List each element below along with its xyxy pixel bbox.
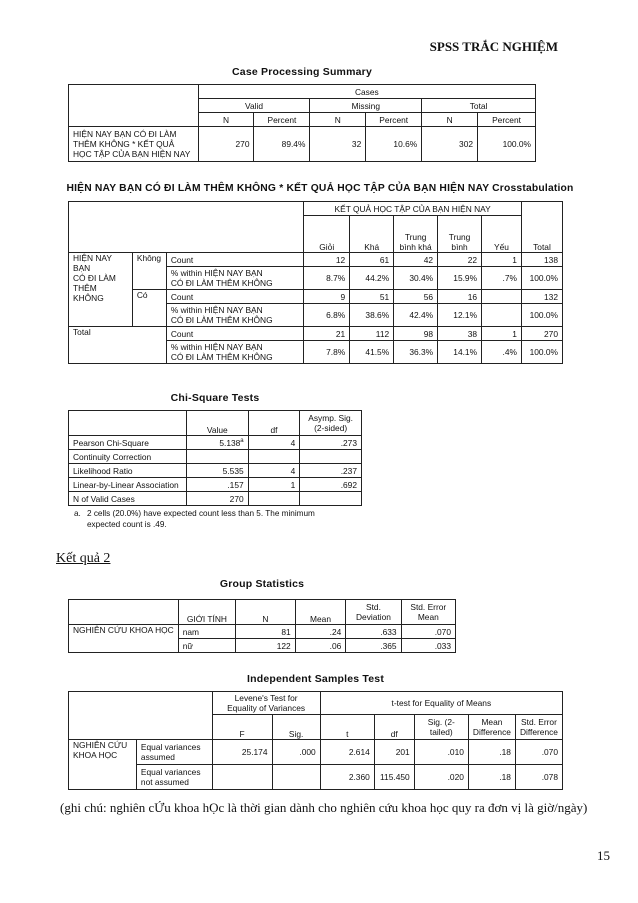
row-label: NGHIÊN CỨU KHOA HỌC — [69, 625, 179, 653]
stat-label — [166, 267, 303, 290]
footnote-sup: a — [240, 437, 244, 444]
cell — [272, 765, 320, 790]
levene-header-line: Equality of Variances — [227, 703, 306, 713]
group-stats-title: Group Statistics — [219, 578, 305, 590]
group-label: nam — [178, 625, 235, 639]
col-header: df — [248, 411, 300, 436]
col-header: N — [198, 113, 254, 127]
crosstab-title: HIỆN NAY BẠN CÓ ĐI LÀM THÊM KHÔNG * KẾT QUẢ HỌC TẬP CỦA BẠN HIỆN NAY Crosstabulation — [66, 183, 574, 194]
chi-square-table — [68, 410, 362, 506]
assumption-label — [136, 740, 212, 765]
cell — [300, 492, 362, 506]
col-header: Percent — [366, 113, 422, 127]
cell: 10.6% — [366, 127, 422, 162]
row-label-line: HIỆN NAY BẠN CÓ ĐI LÀM — [73, 129, 177, 139]
cell: 1 — [482, 253, 522, 267]
cell: 100.0% — [521, 267, 562, 290]
col-header-line: (2-sided) — [314, 423, 348, 433]
total-label: Total — [69, 327, 167, 364]
col-header: Percent — [478, 113, 536, 127]
col-header: t — [320, 715, 374, 740]
ttest-header: t-test for Equality of Means — [320, 692, 562, 715]
ind-test-table — [68, 691, 563, 790]
cell: .273 — [300, 436, 362, 450]
cell: 81 — [236, 625, 296, 639]
col-header: Sig. — [272, 715, 320, 740]
row-label: Likelihood Ratio — [69, 464, 187, 478]
stat-label: Count — [166, 290, 303, 304]
cell: 36.3% — [394, 341, 438, 364]
cell: 1 — [248, 478, 300, 492]
group-stats-table — [68, 599, 456, 653]
cell: .7% — [482, 267, 522, 290]
cell: 30.4% — [394, 267, 438, 290]
group-corner — [69, 600, 179, 625]
cell: 100.0% — [521, 304, 562, 327]
cell: 12 — [304, 253, 350, 267]
chi-square-title: Chi-Square Tests — [170, 392, 260, 404]
cell: 201 — [374, 740, 414, 765]
cell: 21 — [304, 327, 350, 341]
col-header: Mean — [295, 600, 346, 625]
total-header: Total — [422, 99, 536, 113]
col-header: Yếu — [482, 216, 522, 253]
cell: 16 — [438, 290, 482, 304]
col-group-header: KẾT QUẢ HỌC TẬP CỦA BẠN HIỆN NAY — [304, 202, 522, 216]
page-header: SPSS TRẮC NGHIỆM — [429, 39, 558, 54]
co-label: Có — [132, 290, 166, 327]
missing-header: Missing — [310, 99, 422, 113]
cell: .078 — [515, 765, 562, 790]
cell: 270 — [521, 327, 562, 341]
col-header: Mean Difference — [468, 715, 515, 740]
row-var-label — [69, 253, 133, 327]
footnote-line: expected count is .49. — [87, 520, 167, 529]
page-number: 15 — [597, 848, 610, 863]
case-summary-title: Case Processing Summary — [232, 66, 372, 78]
cell: .070 — [515, 740, 562, 765]
cell: 132 — [521, 290, 562, 304]
row-var-line: HIỆN NAY BẠN — [73, 253, 112, 273]
row-label: Pearson Chi-Square — [69, 436, 187, 450]
cell: 41.5% — [350, 341, 394, 364]
levene-header-line: Levene's Test for — [234, 693, 298, 703]
cell: 138 — [521, 253, 562, 267]
cell: .692 — [300, 478, 362, 492]
cell: 38 — [438, 327, 482, 341]
valid-header: Valid — [198, 99, 310, 113]
var-label-line: NGHIÊN CỨU — [73, 740, 128, 750]
cell: 302 — [422, 127, 478, 162]
cell: 5.535 — [186, 464, 248, 478]
cell: 25.174 — [212, 740, 272, 765]
cell: 98 — [394, 327, 438, 341]
cell: 122 — [236, 639, 296, 653]
ind-corner — [69, 692, 213, 740]
row-var-line: CÓ ĐI LÀM — [73, 273, 116, 283]
cell: 61 — [350, 253, 394, 267]
cell: 8.7% — [304, 267, 350, 290]
cell: .4% — [482, 341, 522, 364]
cell: 44.2% — [350, 267, 394, 290]
col-header: GIỚI TÍNH — [178, 600, 235, 625]
cell: .033 — [401, 639, 455, 653]
cell: 9 — [304, 290, 350, 304]
cell: 100.0% — [478, 127, 536, 162]
levene-header — [212, 692, 320, 715]
cell: .24 — [295, 625, 346, 639]
group-label: nữ — [178, 639, 235, 653]
cell — [248, 492, 300, 506]
cell — [212, 765, 272, 790]
col-header: F — [212, 715, 272, 740]
chi-square-footnote — [74, 508, 374, 530]
cell: 22 — [438, 253, 482, 267]
cell: 32 — [310, 127, 366, 162]
var-label — [69, 740, 137, 790]
stat-label-line: % within HIỆN NAY BẠN — [170, 305, 263, 315]
cell: .06 — [295, 639, 346, 653]
cell: 270 — [186, 492, 248, 506]
col-header: Total — [521, 202, 562, 253]
cell: .365 — [346, 639, 401, 653]
col-header: N — [310, 113, 366, 127]
col-header: Trung bình — [438, 216, 482, 253]
col-header: Percent — [254, 113, 310, 127]
khong-label: Không — [132, 253, 166, 290]
row-label — [69, 127, 199, 162]
stat-label-line: CÓ ĐI LÀM THÊM KHÔNG — [170, 278, 273, 288]
cell: 38.6% — [350, 304, 394, 327]
col-header: df — [374, 715, 414, 740]
cell: 56 — [394, 290, 438, 304]
assumption-line: Equal variances — [140, 767, 201, 777]
row-label: Linear-by-Linear Association — [69, 478, 187, 492]
cell: .000 — [272, 740, 320, 765]
cell: 115.450 — [374, 765, 414, 790]
stat-label-line: CÓ ĐI LÀM THÊM KHÔNG — [170, 315, 273, 325]
cell — [248, 450, 300, 464]
cell: 2.614 — [320, 740, 374, 765]
cell: .237 — [300, 464, 362, 478]
cell: .020 — [414, 765, 468, 790]
cell: .633 — [346, 625, 401, 639]
stat-label: Count — [166, 327, 303, 341]
cell: 112 — [350, 327, 394, 341]
var-label-line: KHOA HỌC — [73, 750, 118, 760]
cell: .157 — [186, 478, 248, 492]
row-label: N of Valid Cases — [69, 492, 187, 506]
stat-label-line: % within HIỆN NAY BẠN — [170, 268, 263, 278]
row-label-line: THÊM KHÔNG * KẾT QUẢ — [73, 139, 175, 149]
stat-label-line: CÓ ĐI LÀM THÊM KHÔNG — [170, 352, 273, 362]
cell: .18 — [468, 765, 515, 790]
ind-test-title: Independent Samples Test — [246, 673, 385, 685]
crosstab-table — [68, 201, 563, 364]
cell: 51 — [350, 290, 394, 304]
cell: 15.9% — [438, 267, 482, 290]
col-header: Std. Error Mean — [401, 600, 455, 625]
col-header — [300, 411, 362, 436]
cell: .18 — [468, 740, 515, 765]
cell: .070 — [401, 625, 455, 639]
assumption-label — [136, 765, 212, 790]
assumption-line: not assumed — [140, 777, 189, 787]
cell — [482, 304, 522, 327]
cell: 42 — [394, 253, 438, 267]
cases-header: Cases — [198, 85, 535, 99]
cell: 12.1% — [438, 304, 482, 327]
cell — [186, 450, 248, 464]
cell: 270 — [198, 127, 254, 162]
cell: 14.1% — [438, 341, 482, 364]
col-header: Std. Deviation — [346, 600, 401, 625]
cell: 4 — [248, 436, 300, 450]
assumption-line: Equal variances — [140, 742, 201, 752]
cell: 7.8% — [304, 341, 350, 364]
case-summary-table — [68, 84, 536, 162]
cell: 2.360 — [320, 765, 374, 790]
col-header: Sig. (2-tailed) — [414, 715, 468, 740]
assumption-line: assumed — [140, 752, 175, 762]
stat-label — [166, 304, 303, 327]
col-header: Giỏi — [304, 216, 350, 253]
col-header: N — [236, 600, 296, 625]
cell-value: 5.138 — [219, 437, 241, 448]
cell: 89.4% — [254, 127, 310, 162]
cell: 6.8% — [304, 304, 350, 327]
cell: 100.0% — [521, 341, 562, 364]
col-header: N — [422, 113, 478, 127]
col-header: Trung bình khá — [394, 216, 438, 253]
cell — [482, 290, 522, 304]
stat-label-line: % within HIỆN NAY BẠN — [170, 342, 263, 352]
row-label: Continuity Correction — [69, 450, 187, 464]
cell: 1 — [482, 327, 522, 341]
cell: 4 — [248, 464, 300, 478]
col-header: Khá — [350, 216, 394, 253]
cell — [300, 450, 362, 464]
section-heading: Kết quả 2 — [56, 551, 111, 566]
footnote-line: 2 cells (20.0%) have expected count less than 5. The minimum — [87, 509, 315, 518]
cell: 42.4% — [394, 304, 438, 327]
row-label-line: HỌC TẬP CỦA BẠN HIỆN NAY — [73, 149, 191, 159]
case-summary-corner — [69, 85, 199, 127]
col-header: Value — [186, 411, 248, 436]
col-header: Std. Error Difference — [515, 715, 562, 740]
cell — [186, 436, 248, 450]
footnote-text: (ghi chú: nghiên cỨu khoa hỌc là thời gian dành cho nghiên cứu khoa học quy ra đơn vị là giờ/ngày) — [60, 800, 588, 815]
cell: .010 — [414, 740, 468, 765]
col-header-line: Asymp. Sig. — [308, 413, 353, 423]
stat-label: Count — [166, 253, 303, 267]
row-var-line: THÊM KHÔNG — [73, 283, 104, 303]
crosstab-corner — [69, 202, 304, 253]
chi-corner — [69, 411, 187, 436]
stat-label — [166, 341, 303, 364]
footnote-mark: a. — [74, 509, 81, 518]
